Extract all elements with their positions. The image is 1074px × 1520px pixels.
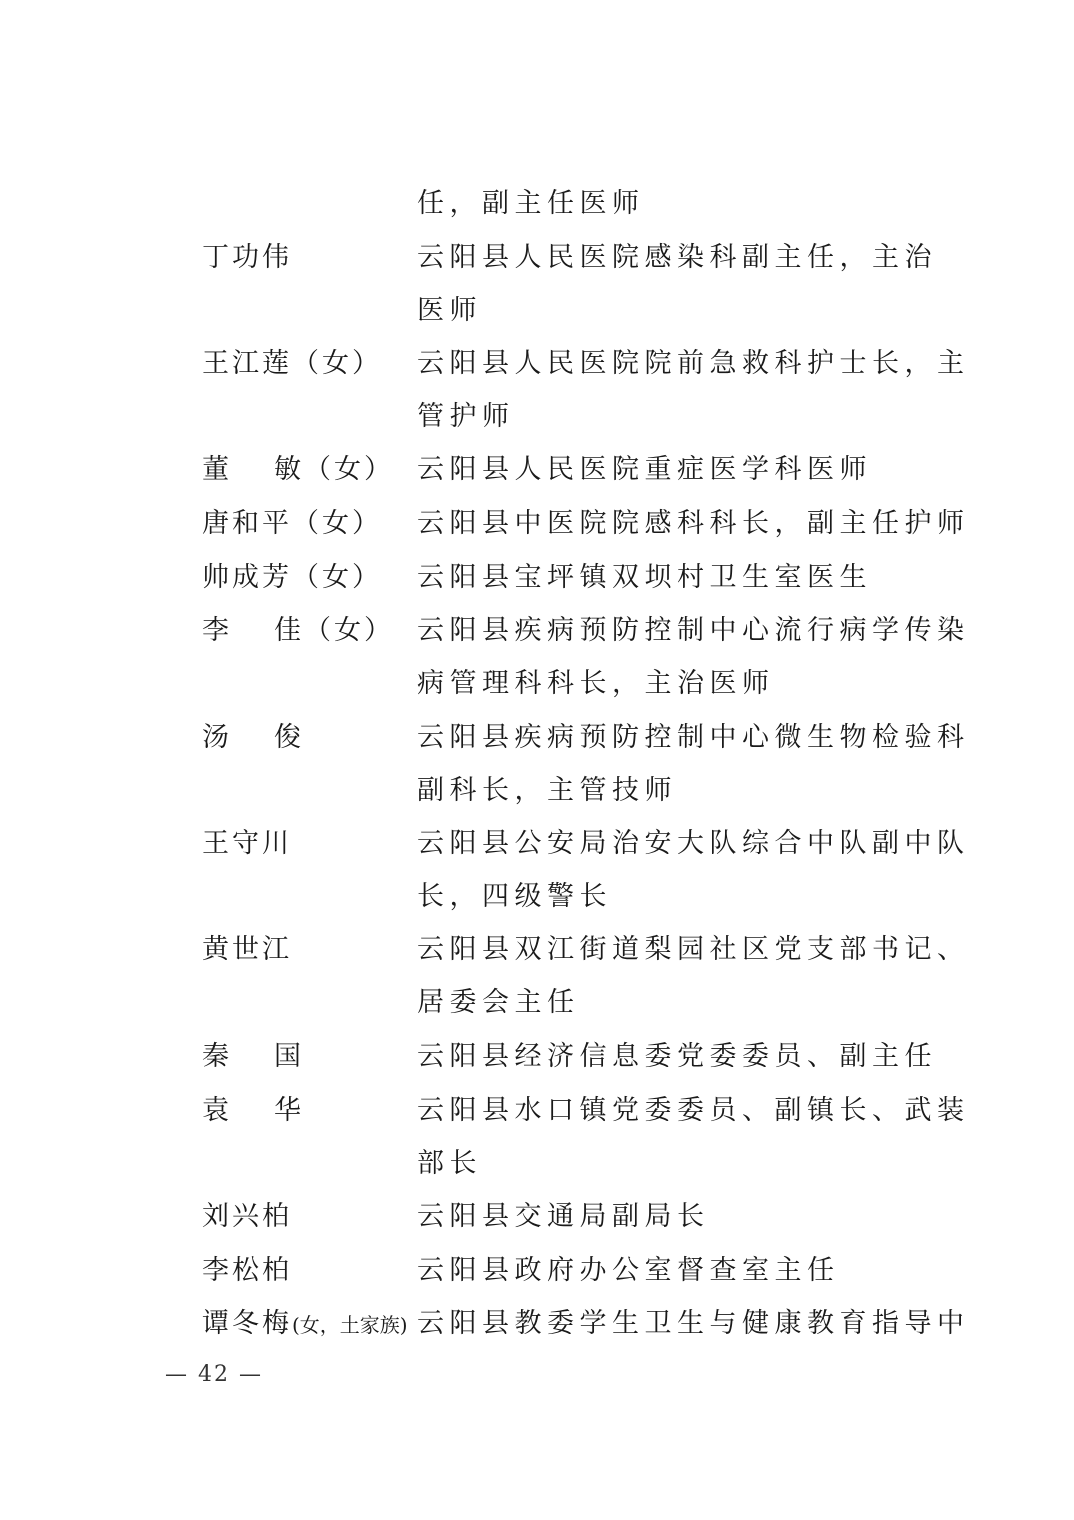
person-name: 董 敏（女）: [202, 454, 394, 485]
person-name-note: (女，土家族): [292, 1313, 408, 1337]
person-name: 袁 华: [202, 1095, 304, 1126]
person-title: 云阳县交通局副局长: [417, 1201, 710, 1232]
person-name: 李 佳（女）: [202, 615, 394, 646]
person-title: 云阳县教委学生卫生与健康教育指导中: [417, 1308, 970, 1339]
person-name: 唐和平（女）: [202, 508, 382, 539]
person-name: 刘兴柏: [202, 1201, 292, 1232]
continuation-text: 任，副主任医师: [417, 188, 645, 219]
person-name: 王守川: [202, 828, 292, 859]
person-title: 云阳县经济信息委党委委员、副主任: [417, 1041, 937, 1072]
person-name: 黄世江: [202, 934, 292, 965]
person-title: 云阳县双江街道梨园社区党支部书记、 居委会主任: [417, 934, 970, 1018]
person-title: 云阳县中医院院感科科长，副主任护师: [417, 508, 970, 539]
person-name: 王江莲（女）: [202, 348, 382, 379]
page-number: — 42 —: [165, 1362, 263, 1387]
person-title: 云阳县人民医院感染科副主任，主治 医师: [417, 242, 937, 326]
person-title: 云阳县人民医院重症医学科医师: [417, 454, 872, 485]
person-title: 云阳县疾病预防控制中心流行病学传染 病管理科科长，主治医师: [417, 615, 970, 699]
person-name: 帅成芳（女）: [202, 562, 382, 593]
person-name: 丁功伟: [202, 242, 292, 273]
person-title: 云阳县疾病预防控制中心微生物检验科 副科长，主管技师: [417, 722, 970, 806]
person-name: 李松柏: [202, 1255, 292, 1286]
person-title: 云阳县水口镇党委委员、副镇长、武装 部长: [417, 1095, 970, 1179]
person-title: 云阳县公安局治安大队综合中队副中队 长，四级警长: [417, 828, 970, 912]
person-title: 云阳县宝坪镇双坝村卫生室医生: [417, 562, 872, 593]
person-title: 云阳县政府办公室督查室主任: [417, 1255, 840, 1286]
person-name: 秦 国: [202, 1041, 304, 1072]
person-title: 云阳县人民医院院前急救科护士长，主 管护师: [417, 348, 970, 432]
person-name: 汤 俊: [202, 722, 304, 753]
person-name: 谭冬梅(女，土家族): [202, 1308, 408, 1339]
